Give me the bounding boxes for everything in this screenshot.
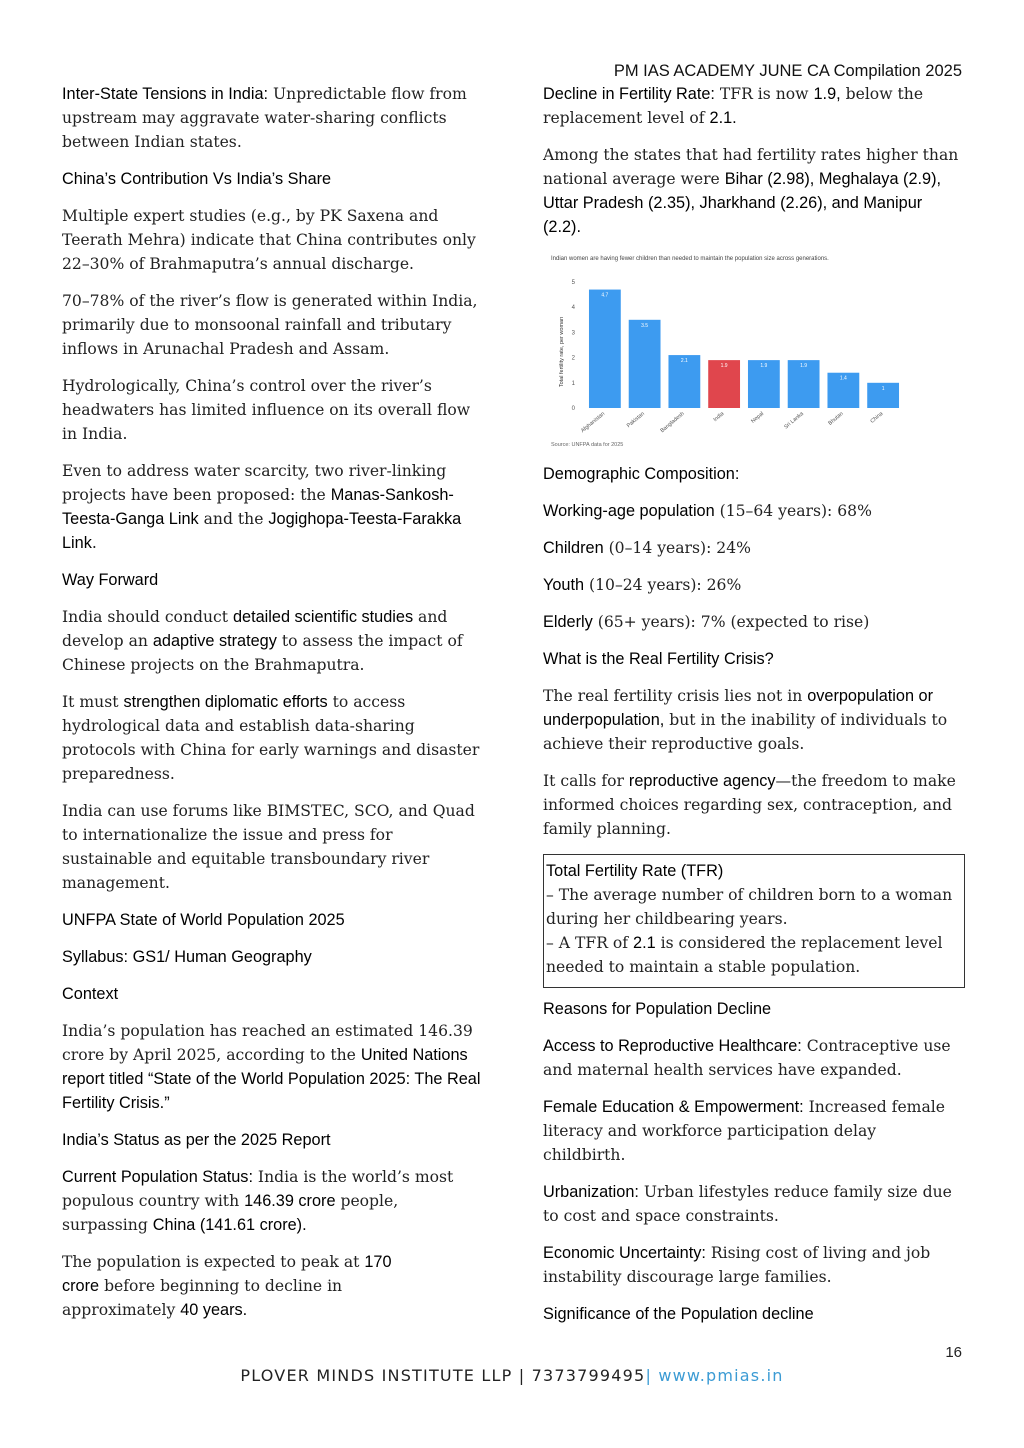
syllabus-heading: Syllabus: GS1/ Human Geography [62, 948, 312, 966]
chart-ylabel: Total fertility rate, per woman [559, 316, 565, 388]
tfr-definition-box [543, 854, 965, 988]
category-label: China [869, 410, 885, 425]
bar-value-label: 4.7 [601, 292, 609, 299]
elderly-item: Elderly (65+ years): 7% (expected to rise) [543, 613, 870, 631]
y-tick-label: 2 [571, 355, 575, 362]
left-column [62, 82, 487, 1335]
category-label: Bhutan [827, 410, 845, 427]
hydrology-para: Hydrologically, China’s control over the river’s headwaters has limited influence on its overall flow in India. [62, 377, 471, 443]
bar [629, 320, 661, 408]
expert-studies-para: Multiple expert studies (e.g., by PK Saxena and Teerath Mehra) indicate that China contributes only 22–30% of Brahmaputra’s annual discharge. [62, 207, 476, 273]
reasons-heading: Reasons for Population Decline [543, 1000, 772, 1018]
reproductive-agency-para: It calls for reproductive agency—the freedom to make informed choices regarding sex, contraception, and family planning. [543, 772, 956, 838]
y-tick-label: 1 [571, 380, 575, 387]
chart-title: Indian women are having fewer children than needed to maintain the population size across generations. [551, 256, 829, 262]
children-item: Children (0–14 years): 24% [543, 539, 751, 557]
current-status-para: Current Population Status: India is the world’s most populous country with 146.39 crore people, surpassing China (141.61 crore). [62, 1168, 454, 1234]
bar-value-label: 2.1 [680, 358, 688, 365]
fertility-crisis-heading: What is the Real Fertility Crisis? [543, 650, 774, 668]
working-age-item: Working-age population (15–64 years): 68% [543, 502, 872, 520]
unfpa-heading: UNFPA State of World Population 2025 [62, 911, 345, 929]
river-linking-para: Even to address water scarcity, two river-linking projects have been proposed: the Manas-Sankosh-Teesta-Ganga Link and the Jogighopa-Teesta-Farakka Link. [62, 462, 462, 552]
crisis-para: The real fertility crisis lies not in overpopulation or underpopulation, but in the inability of individuals to achieve their reproductive goals. [543, 687, 948, 753]
diplomatic-efforts-para: It must strengthen diplomatic efforts to access hydrological data and establish data-sharing protocols with China for early warnings and disaster preparedness. [62, 693, 480, 783]
fertility-decline-para: Decline in Fertility Rate: TFR is now 1.9, below the replacement level of 2.1. [543, 85, 924, 127]
fertility-chart [543, 252, 923, 452]
population-peak-para: The population is expected to peak at 170 crore before beginning to decline in approximately 40 years. [62, 1253, 392, 1319]
y-tick-label: 0 [571, 406, 575, 412]
bar-value-label: 3.5 [641, 322, 649, 329]
page-number: 16 [945, 1344, 962, 1361]
tfr-box-line1: – The average number of children born to a woman during her childbearing years. [546, 886, 953, 928]
tfr-box-title: Total Fertility Rate (TFR) [546, 862, 724, 880]
forums-para: India can use forums like BIMSTEC, SCO, and Quad to internationalize the issue and press for sustainable and equitable transboundary river management. [62, 802, 475, 892]
y-tick-label: 3 [571, 330, 575, 337]
way-forward-heading: Way Forward [62, 571, 159, 589]
footer-sep: | [645, 1366, 659, 1385]
category-label: India [712, 410, 726, 424]
scientific-studies-para: India should conduct detailed scientific studies and develop an adaptive strategy to assess the impact of Chinese projects on the Brahmaputra. [62, 608, 463, 674]
category-label: Sri Lanka [783, 410, 805, 431]
flow-generated-para: 70–78% of the river’s flow is generated within India, primarily due to monsoonal rainfall and tributary inflows in Arunachal Pradesh and Assam. [62, 292, 478, 358]
bar-value-label: 1.4 [839, 375, 847, 382]
tfr-box-line2: – A TFR of 2.1 is considered the replacement level needed to maintain a stable population. [546, 934, 943, 976]
category-label: Afghanistan [580, 410, 607, 435]
population-estimate-para: India’s population has reached an estimated 146.39 crore by April 2025, according to the United Nations report titled “State of the World Population 2025: The Real Fertility Crisis.” [62, 1022, 481, 1112]
bar-value-label: 1.9 [760, 363, 768, 370]
context-heading: Context [62, 985, 119, 1003]
y-tick-label: 5 [571, 280, 575, 286]
economic-reason: Economic Uncertainty: Rising cost of living and job instability discourage large families. [543, 1244, 931, 1286]
bar-value-label: 1 [881, 385, 885, 392]
inter-state-para: Inter-State Tensions in India: Unpredictable flow from upstream may aggravate water-sharing conflicts between Indian states. [62, 85, 467, 151]
bar-value-label: 1.9 [720, 363, 728, 370]
education-reason: Female Education & Empowerment: Increased female literacy and workforce participation delay childbirth. [543, 1098, 945, 1164]
fertility-bar-chart [543, 252, 923, 452]
category-label: Bangladesh [659, 410, 686, 435]
urbanization-reason: Urbanization: Urban lifestyles reduce family size due to cost and space constraints. [543, 1183, 952, 1225]
china-contribution-heading: China’s Contribution Vs India’s Share [62, 170, 332, 188]
healthcare-reason: Access to Reproductive Healthcare: Contraceptive use and maternal health services have expanded. [543, 1037, 951, 1079]
y-tick-label: 4 [571, 305, 575, 312]
youth-item: Youth (10–24 years): 26% [543, 576, 742, 594]
significance-heading: Significance of the Population decline [543, 1305, 814, 1323]
states-fertility-para: Among the states that had fertility rates higher than national average were Bihar (2.98), Meghalaya (2.9), Uttar Pradesh (2.35), Jharkhand (2.26), and Manipur (2.2). [543, 146, 959, 236]
page-footer [0, 1366, 1024, 1385]
category-label: Nepal [750, 410, 766, 425]
footer-link[interactable]: www.pmias.in [658, 1366, 784, 1385]
page-header: PM IAS ACADEMY JUNE CA Compilation 2025 [613, 62, 962, 80]
chart-source: Source: UNFPA data for 2025 [551, 442, 624, 448]
bar-value-label: 1.9 [800, 363, 808, 370]
bar [589, 290, 621, 408]
demographic-heading: Demographic Composition: [543, 465, 740, 483]
category-label: Pakistan [625, 410, 646, 430]
status-heading: India’s Status as per the 2025 Report [62, 1131, 331, 1149]
right-column [543, 82, 963, 1339]
footer-text: PLOVER MINDS INSTITUTE LLP | 7373799495 [240, 1366, 646, 1385]
